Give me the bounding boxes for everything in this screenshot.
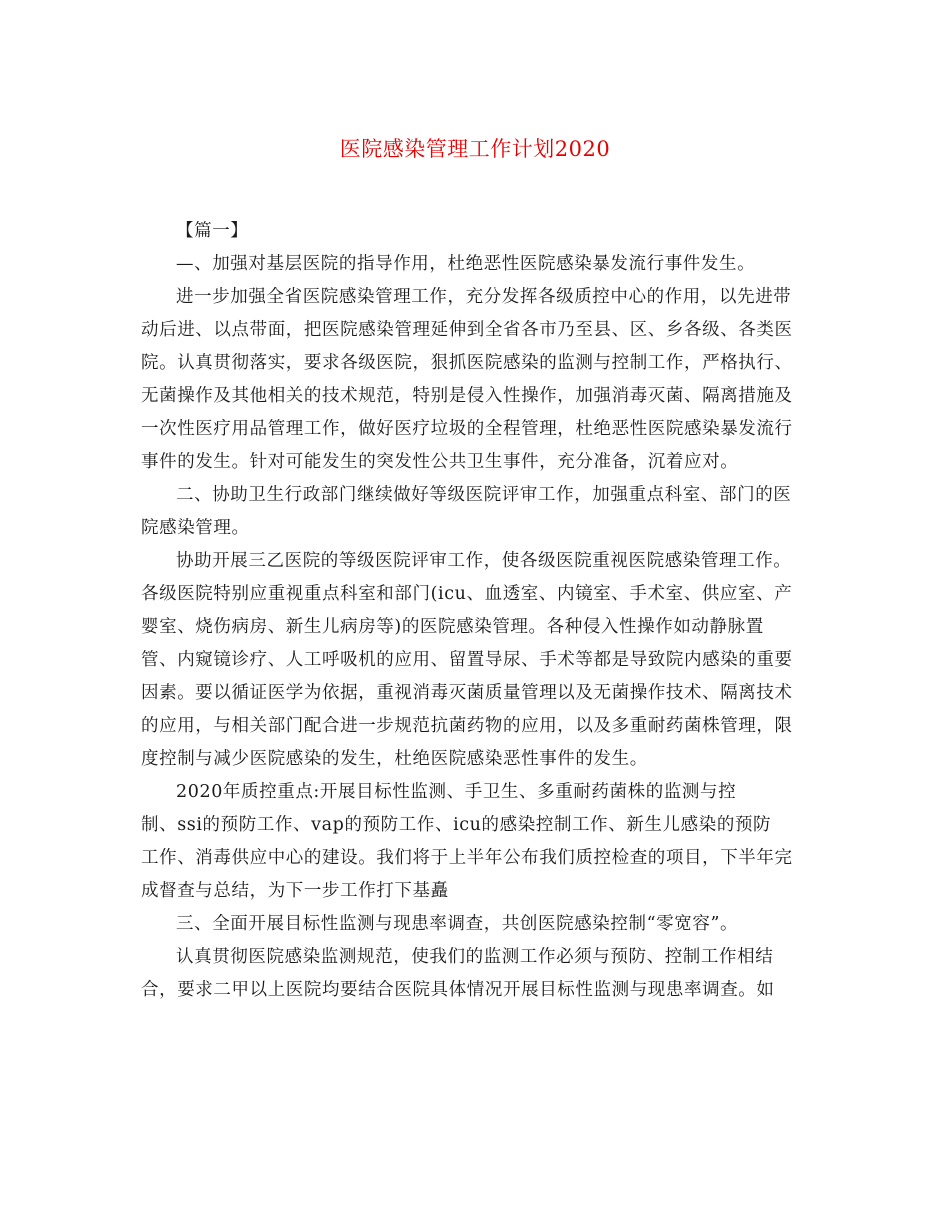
body-line: 动后进、以点带面，把医院感染管理延伸到全省各市乃至县、区、乡各级、各类医	[141, 320, 793, 340]
body-line: 的应用，与相关部门配合进一步规范抗菌药物的应用，以及多重耐药菌株管理，限	[141, 716, 793, 736]
document-body	[141, 215, 813, 1007]
body-line: 婴室、烧伤病房、新生儿病房等)的医院感染管理。各种侵入性操作如动静脉置	[141, 617, 764, 637]
body-line: 制、ssi的预防工作、vap的预防工作、icu的感染控制工作、新生儿感染的预防	[141, 815, 772, 835]
body-line: 各级医院特别应重视重点科室和部门(icu、血透室、内镜室、手术室、供应室、产	[141, 584, 793, 604]
section-label: 【篇一】	[176, 221, 249, 241]
body-line: 事件的发生。针对可能发生的突发性公共卫生事件，充分准备，沉着应对。	[141, 452, 739, 472]
body-line: —、加强对基层医院的指导作用，杜绝恶性医院感染暴发流行事件发生。	[176, 254, 756, 274]
body-line: 院。认真贯彻落实，要求各级医院，狠抓医院感染的监测与控制工作，严格执行、	[141, 353, 793, 373]
body-line: 进一步加强全省医院感染管理工作，充分发挥各级质控中心的作用，以先进带	[176, 287, 792, 307]
body-line: 合，要求二甲以上医院均要结合医院具体情况开展目标性监测与现患率调查。如	[141, 980, 775, 1000]
body-line: 成督查与总结，为下一步工作打下基矗	[141, 881, 449, 901]
body-line: 因素。要以循证医学为依据，重视消毒灭菌质量管理以及无菌操作技术、隔离技术	[141, 683, 793, 703]
body-line: 管、内窥镜诊疗、人工呼吸机的应用、留置导尿、手术等都是导致院内感染的重要	[141, 650, 793, 670]
body-line: 院感染管理。	[141, 518, 250, 538]
body-line: 度控制与减少医院感染的发生，杜绝医院感染恶性事件的发生。	[141, 749, 648, 769]
body-line: 一次性医疗用品管理工作，做好医疗垃圾的全程管理，杜绝恶性医院感染暴发流行	[141, 419, 793, 439]
body-line: 2020年质控重点:开展目标性监测、手卫生、多重耐药菌株的监测与控	[176, 782, 737, 802]
body-line: 协助开展三乙医院的等级医院评审工作，使各级医院重视医院感染管理工作。	[176, 551, 792, 571]
body-line: 工作、消毒供应中心的建设。我们将于上半年公布我们质控检查的项目，下半年完	[141, 848, 793, 868]
document-title: 医院感染管理工作计划2020	[339, 137, 611, 161]
body-lines	[141, 248, 813, 1007]
body-line: 三、全面开展目标性监测与现患率调查，共创医院感染控制“零宽容”。	[176, 914, 739, 934]
body-line: 无菌操作及其他相关的技术规范，特别是侵入性操作，加强消毒灭菌、隔离措施及	[141, 386, 793, 406]
body-line: 认真贯彻医院感染监测规范，使我们的监测工作必须与预防、控制工作相结	[176, 947, 774, 967]
body-line: 二、协助卫生行政部门继续做好等级医院评审工作，加强重点科室、部门的医	[176, 485, 792, 505]
